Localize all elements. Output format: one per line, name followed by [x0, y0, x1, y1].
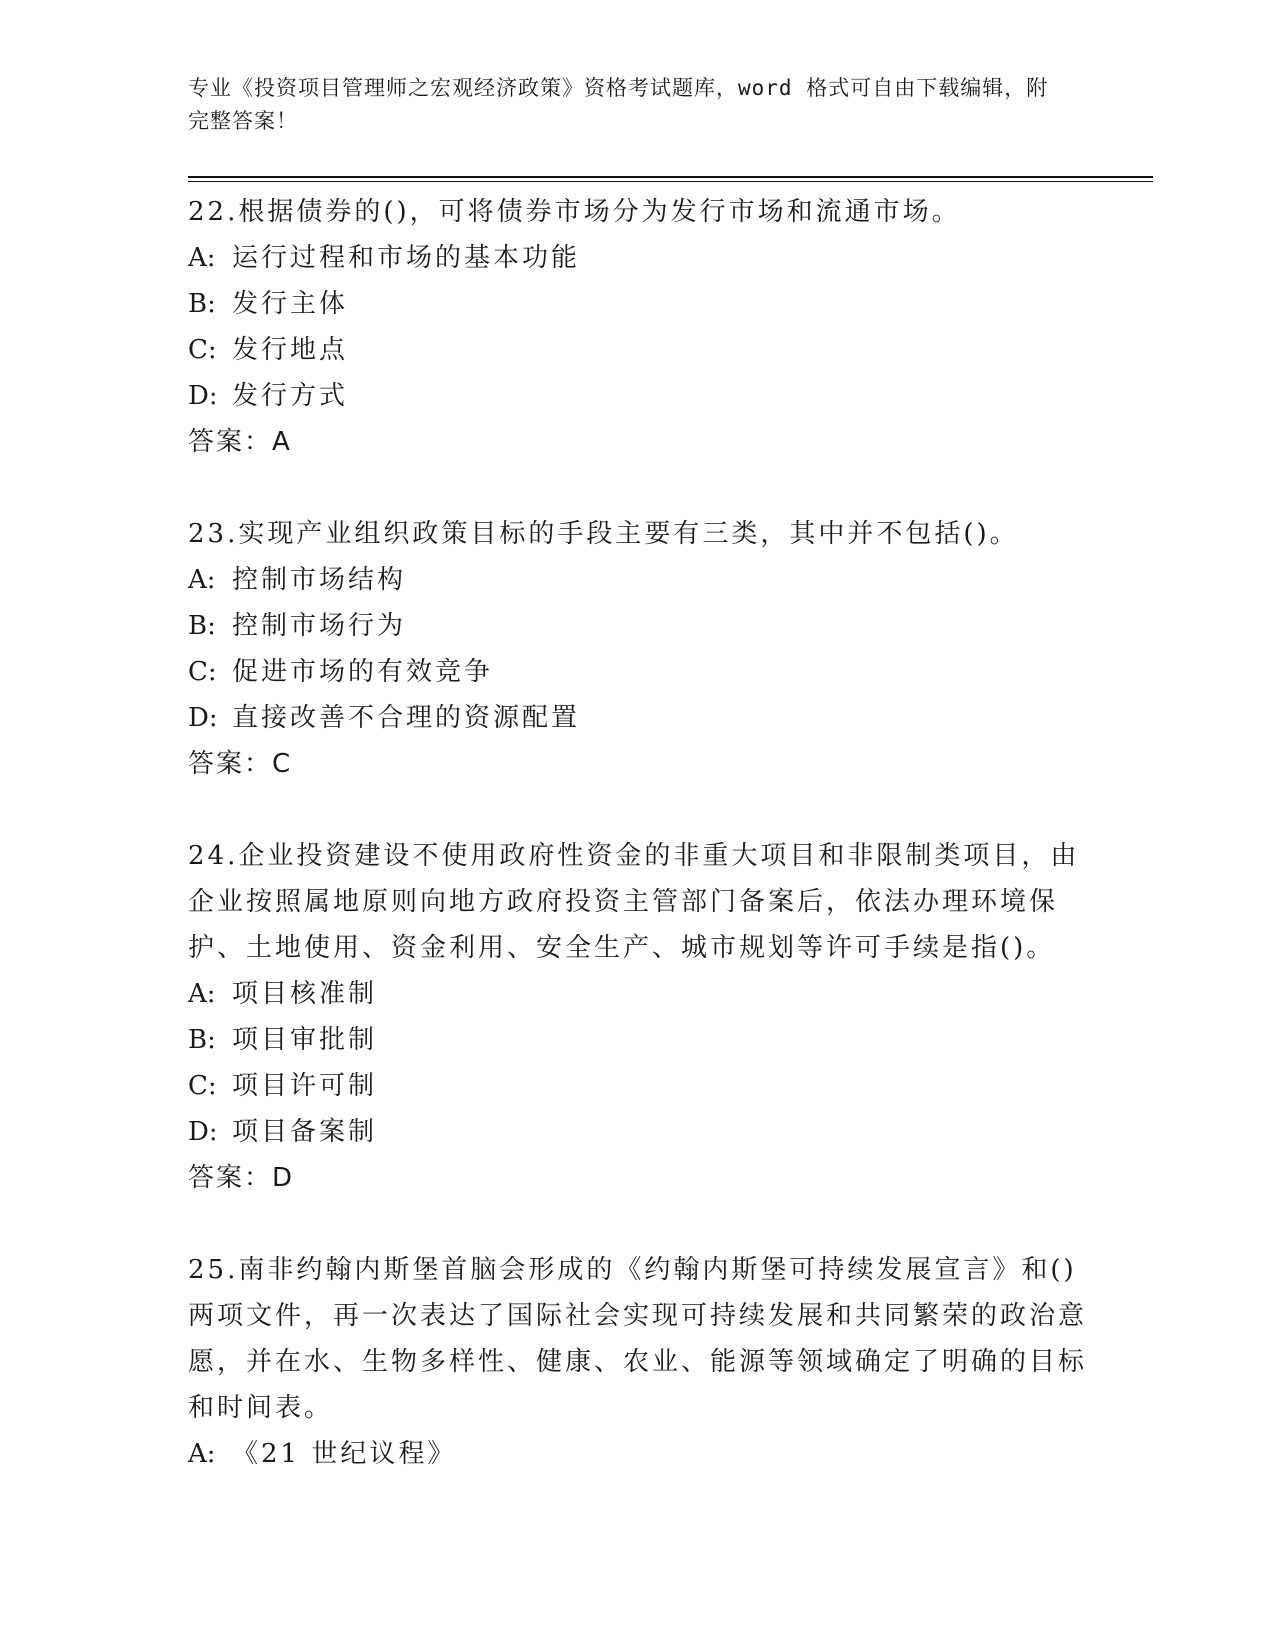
option-text: 控制市场行为 — [232, 611, 407, 641]
question-22 — [188, 189, 1088, 465]
question-list — [188, 189, 1088, 1477]
option-c — [188, 1063, 1088, 1109]
question-text — [188, 511, 1088, 557]
option-letter: B: — [188, 611, 216, 641]
option-a — [188, 1431, 1088, 1477]
option-text: 发行主体 — [232, 289, 349, 319]
option-letter: C: — [188, 335, 217, 365]
option-text: 直接改善不合理的资源配置 — [232, 703, 581, 733]
option-text: 项目备案制 — [232, 1117, 378, 1147]
question-text — [188, 1247, 1088, 1431]
option-letter: A: — [188, 565, 216, 595]
option-text: 《21 世纪议程》 — [232, 1439, 457, 1469]
option-letter: D: — [188, 703, 218, 733]
question-stem: 南非约翰内斯堡首脑会形成的《约翰内斯堡可持续发展宣言》和()两项文件，再一次表达了国际社会实现可持续发展和共同繁荣的政治意愿，并在水、生物多样性、健康、农业、能源等领域确定了明确的目标和时间表。 — [188, 1255, 1088, 1423]
option-a — [188, 235, 1088, 281]
option-letter: C: — [188, 1071, 217, 1101]
option-letter: C: — [188, 657, 217, 687]
option-d — [188, 1109, 1088, 1155]
option-letter: B: — [188, 289, 216, 319]
question-23 — [188, 511, 1088, 787]
answer-line: 答案：A — [188, 427, 292, 457]
option-d — [188, 373, 1088, 419]
option-text: 发行方式 — [232, 381, 349, 411]
question-number: 22. — [188, 197, 239, 227]
option-c — [188, 327, 1088, 373]
option-text: 促进市场的有效竞争 — [232, 657, 494, 687]
option-d — [188, 695, 1088, 741]
header-divider-thick — [188, 176, 1153, 178]
option-text: 控制市场结构 — [232, 565, 407, 595]
option-letter: D: — [188, 381, 218, 411]
option-letter: A: — [188, 979, 216, 1009]
document-header — [188, 72, 1068, 138]
option-text: 运行过程和市场的基本功能 — [232, 243, 581, 273]
question-number: 25. — [188, 1255, 239, 1285]
question-stem: 企业投资建设不使用政府性资金的非重大项目和非限制类项目，由企业按照属地原则向地方政府投资主管部门备案后，依法办理环境保护、土地使用、资金利用、安全生产、城市规划等许可手续是指()。 — [188, 841, 1080, 963]
option-text: 项目核准制 — [232, 979, 378, 1009]
option-b — [188, 1017, 1088, 1063]
question-stem: 根据债券的()，可将债券市场分为发行市场和流通市场。 — [238, 197, 961, 227]
option-letter: A: — [188, 1439, 216, 1469]
question-24 — [188, 833, 1088, 1201]
option-letter: A: — [188, 243, 216, 273]
option-letter: D: — [188, 1117, 218, 1147]
option-b — [188, 603, 1088, 649]
option-text: 项目审批制 — [232, 1025, 378, 1055]
option-a — [188, 557, 1088, 603]
header-text: 专业《投资项目管理师之宏观经济政策》资格考试题库，word 格式可自由下载编辑，附完整答案！ — [188, 76, 1049, 133]
header-divider-thin — [188, 181, 1153, 182]
question-text — [188, 833, 1088, 971]
option-c — [188, 649, 1088, 695]
option-a — [188, 971, 1088, 1017]
question-number: 23. — [188, 519, 239, 549]
option-text: 项目许可制 — [232, 1071, 378, 1101]
question-25 — [188, 1247, 1088, 1477]
answer-line: 答案：C — [188, 749, 293, 779]
option-b — [188, 281, 1088, 327]
question-text — [188, 189, 1088, 235]
option-text: 发行地点 — [232, 335, 349, 365]
answer-line: 答案：D — [188, 1163, 295, 1193]
question-stem: 实现产业组织政策目标的手段主要有三类，其中并不包括()。 — [238, 519, 1019, 549]
option-letter: B: — [188, 1025, 216, 1055]
question-number: 24. — [188, 841, 239, 871]
